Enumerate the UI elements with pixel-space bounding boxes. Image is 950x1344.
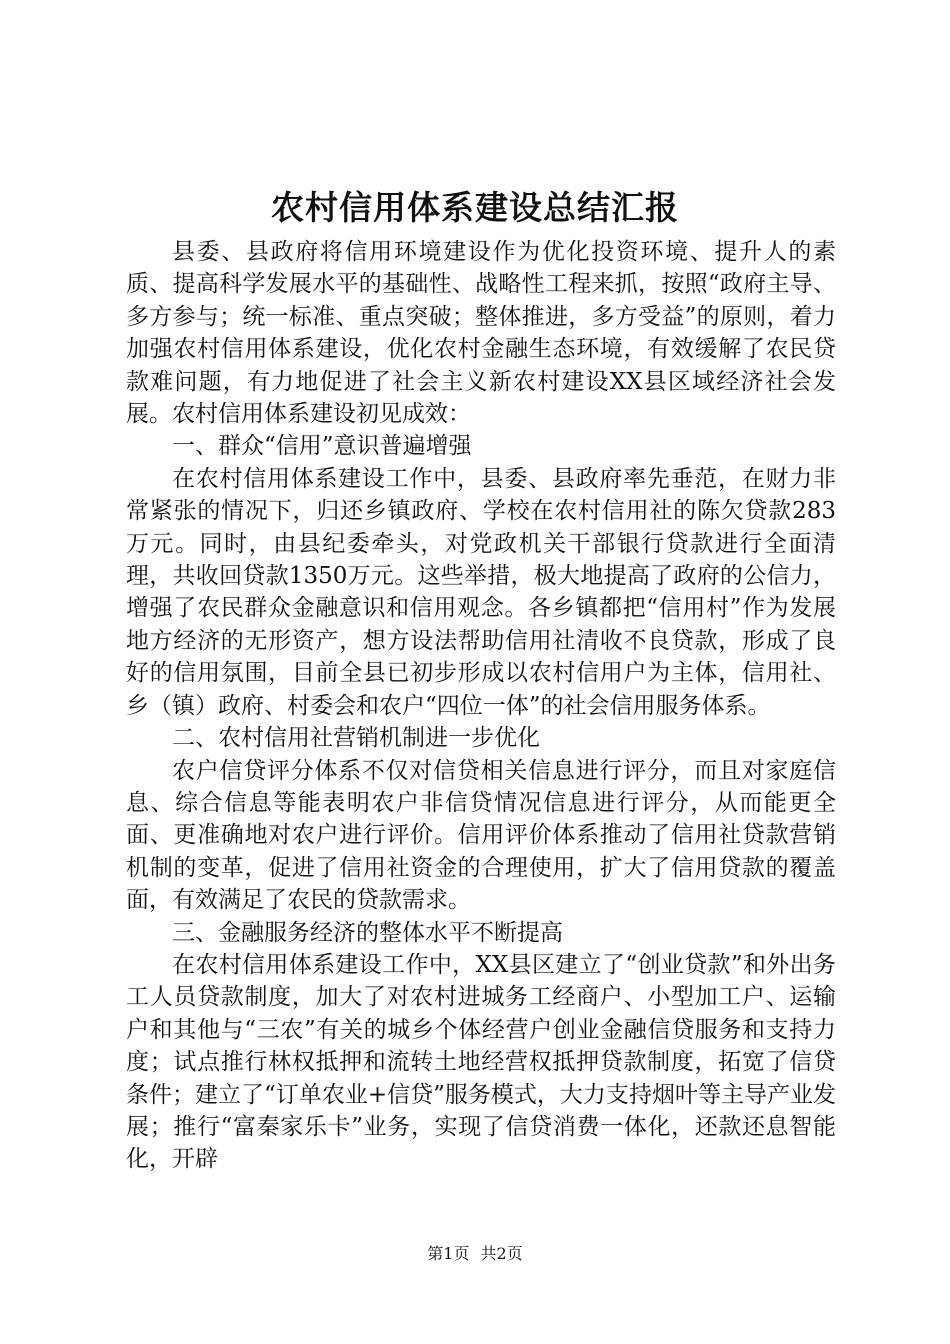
section-heading-2: 二、农村信用社营销机制进一步优化 <box>172 725 540 752</box>
section-paragraph-1: 在农村信用体系建设工作中，县委、县政府率先垂范，在财力非常紧张的情况下，归还乡镇政府、学校在农村信用社的陈欠贷款283万元。同时，由县纪委牵头，对党政机关干部银行贷款进行全面清理，共收回贷款1350万元。这些举措，极大地提高了政府的公信力，增强了农民群众金融意识和信用观念。各乡镇都把“信用村”作为发展地方经济的无形资产，想方设法帮助信用社清收不良贷款，形成了良好的信用氛围，目前全县已初步形成以农村信用户为主体，信用社、乡（镇）政府、村委会和农户“四位一体”的社会信用服务体系。 <box>126 465 836 719</box>
section-heading-3: 三、金融服务经济的整体水平不断提高 <box>172 919 563 946</box>
document-body <box>126 236 836 1176</box>
intro-paragraph: 县委、县政府将信用环境建设作为优化投资环境、提升人的素质、提高科学发展水平的基础性、战略性工程来抓，按照“政府主导、多方参与；统一标准、重点突破；整体推进，多方受益”的原则，着力加强农村信用体系建设，优化农村金融生态环境，有效缓解了农民贷款难问题，有力地促进了社会主义新农村建设XX县区域经济社会发展。农村信用体系建设初见成效： <box>126 239 836 428</box>
page-number-total: 共2页 <box>480 1244 523 1263</box>
page-footer <box>0 1244 950 1264</box>
page-number-current: 第1页 <box>427 1244 470 1263</box>
section-heading-1: 一、群众“信用”意识普遍增强 <box>172 433 472 460</box>
section-paragraph-2: 农户信贷评分体系不仅对信贷相关信息进行评分，而且对家庭信息、综合信息等能表明农户非信贷情况信息进行评分，从而能更全面、更准确地对农户进行评价。信用评价体系推动了信用社贷款营销机制的变革，促进了信用社资金的合理使用，扩大了信用贷款的覆盖面，有效满足了农民的贷款需求。 <box>126 757 836 914</box>
section-paragraph-3: 在农村信用体系建设工作中，XX县区建立了“创业贷款”和外出务工人员贷款制度，加大了对农村进城务工经商户、小型加工户、运输户和其他与“三农”有关的城乡个体经营户创业金融信贷服务和支持力度；试点推行林权抵押和流转土地经营权抵押贷款制度，拓宽了信贷条件；建立了“订单农业+信贷”服务模式，大力支持烟叶等主导产业发展；推行“富秦家乐卡”业务，实现了信贷消费一体化，还款还息智能化，开辟 <box>126 951 836 1173</box>
page-title: 农村信用体系建设总结汇报 <box>271 188 679 227</box>
